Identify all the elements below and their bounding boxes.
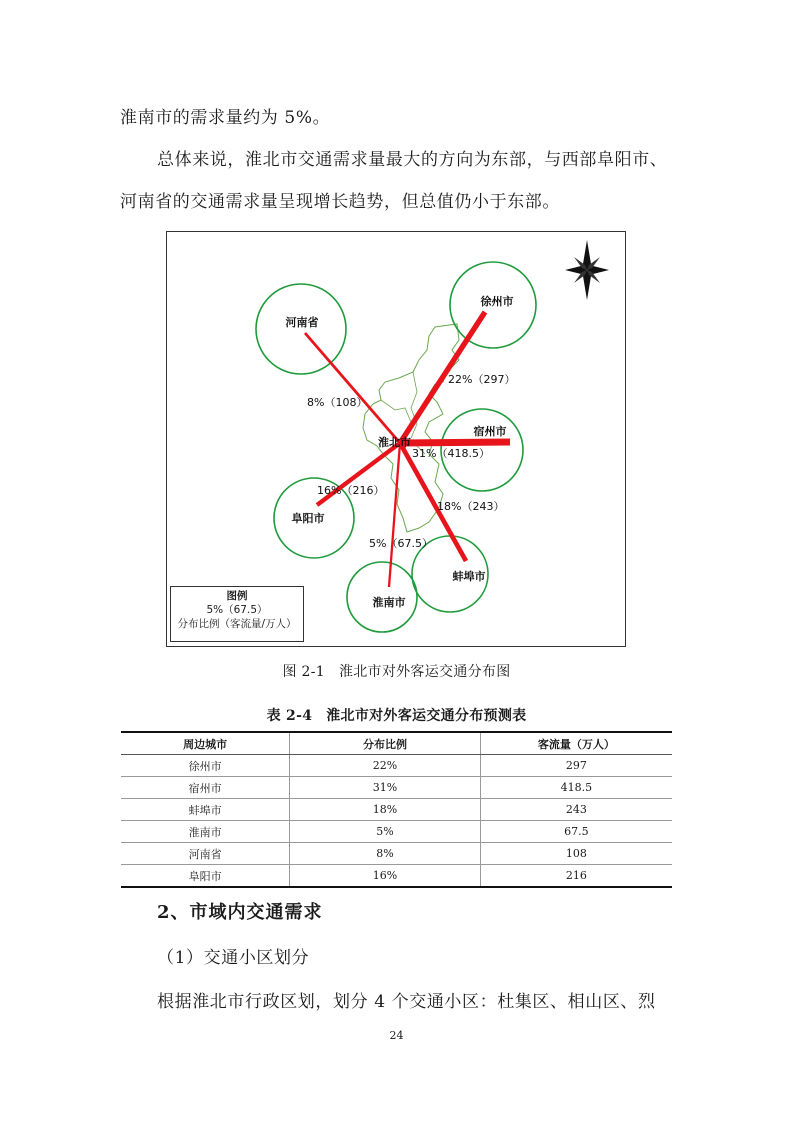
cell-city: 阜阳市 bbox=[121, 865, 290, 888]
north-arrow-icon bbox=[565, 240, 609, 300]
cell-flow: 108 bbox=[480, 843, 672, 865]
cell-flow: 216 bbox=[480, 865, 672, 888]
fuyang-flow-label: 16%（216） bbox=[317, 484, 385, 497]
figure-caption-text: 淮北市对外客运交通分布图 bbox=[338, 664, 511, 680]
cell-city: 徐州市 bbox=[121, 755, 290, 777]
figure-caption-number: 图 2-1 bbox=[282, 664, 325, 680]
paragraph-summary-line1: 总体来说，淮北市交通需求量最大的方向为东部，与西部阜阳市、 bbox=[157, 150, 668, 170]
bengbu-flow-label: 18%（243） bbox=[437, 500, 505, 513]
cell-flow: 243 bbox=[480, 799, 672, 821]
fuyang-name-label: 阜阳市 bbox=[291, 512, 325, 525]
header-flow: 客流量（万人） bbox=[480, 732, 672, 755]
table-header-row bbox=[121, 732, 672, 755]
page-number: 24 bbox=[389, 1029, 404, 1042]
figure-caption bbox=[0, 661, 793, 681]
table-caption-number: 表 2-4 bbox=[266, 708, 313, 724]
cell-share: 31% bbox=[290, 777, 480, 799]
cell-city: 蚌埠市 bbox=[121, 799, 290, 821]
map-legend bbox=[170, 586, 304, 642]
cell-share: 16% bbox=[290, 865, 480, 888]
suzhou-flow-line bbox=[400, 442, 510, 443]
suzhou-flow-label: 31%（418.5） bbox=[412, 447, 490, 460]
cell-city: 淮南市 bbox=[121, 821, 290, 843]
legend-title: 图例 bbox=[226, 590, 248, 602]
cell-share: 18% bbox=[290, 799, 480, 821]
bengbu-name-label: 蚌埠市 bbox=[452, 570, 486, 583]
legend-description: 分布比例（客流量/万人） bbox=[177, 618, 297, 630]
cell-share: 8% bbox=[290, 843, 480, 865]
xuzhou-flow-label: 22%（297） bbox=[448, 373, 516, 386]
paragraph-summary-line2: 河南省的交通需求量呈现增长趋势，但总值仍小于东部。 bbox=[120, 192, 560, 212]
cell-city: 宿州市 bbox=[121, 777, 290, 799]
xuzhou-name-label: 徐州市 bbox=[480, 295, 514, 308]
traffic-distribution-map bbox=[166, 231, 626, 647]
header-city: 周边城市 bbox=[121, 732, 290, 755]
cell-share: 22% bbox=[290, 755, 480, 777]
cell-flow: 297 bbox=[480, 755, 672, 777]
table-row bbox=[121, 777, 672, 799]
map-canvas bbox=[167, 232, 625, 646]
paragraph-intro-tail: 淮南市的需求量约为 5%。 bbox=[120, 108, 331, 128]
section-heading: 2、市域内交通需求 bbox=[157, 902, 323, 923]
henan-circle bbox=[256, 284, 346, 374]
table-row bbox=[121, 799, 672, 821]
table-row bbox=[121, 755, 672, 777]
suzhou-name-label: 宿州市 bbox=[473, 425, 507, 438]
table-caption bbox=[0, 705, 793, 725]
cell-city: 河南省 bbox=[121, 843, 290, 865]
center-city-label: 淮北市 bbox=[378, 436, 411, 449]
cell-flow: 67.5 bbox=[480, 821, 672, 843]
table-row bbox=[121, 843, 672, 865]
table-row bbox=[121, 865, 672, 888]
henan-flow-line bbox=[305, 333, 400, 443]
table-caption-text: 淮北市对外客运交通分布预测表 bbox=[326, 708, 527, 724]
huainan-name-label: 淮南市 bbox=[372, 596, 406, 609]
cell-flow: 418.5 bbox=[480, 777, 672, 799]
paragraph-zone-division: 根据淮北市行政区划，划分 4 个交通小区：杜集区、相山区、烈 bbox=[157, 992, 656, 1012]
huainan-flow-label: 5%（67.5） bbox=[369, 537, 433, 550]
cell-share: 5% bbox=[290, 821, 480, 843]
district-line-2 bbox=[381, 400, 411, 422]
distribution-forecast-table bbox=[121, 731, 672, 888]
legend-sample: 5%（67.5） bbox=[206, 604, 268, 616]
henan-name-label: 河南省 bbox=[285, 316, 319, 329]
henan-flow-label: 8%（108） bbox=[307, 396, 368, 409]
table-row bbox=[121, 821, 672, 843]
header-share: 分布比例 bbox=[290, 732, 480, 755]
sub-heading: （1）交通小区划分 bbox=[157, 948, 310, 968]
